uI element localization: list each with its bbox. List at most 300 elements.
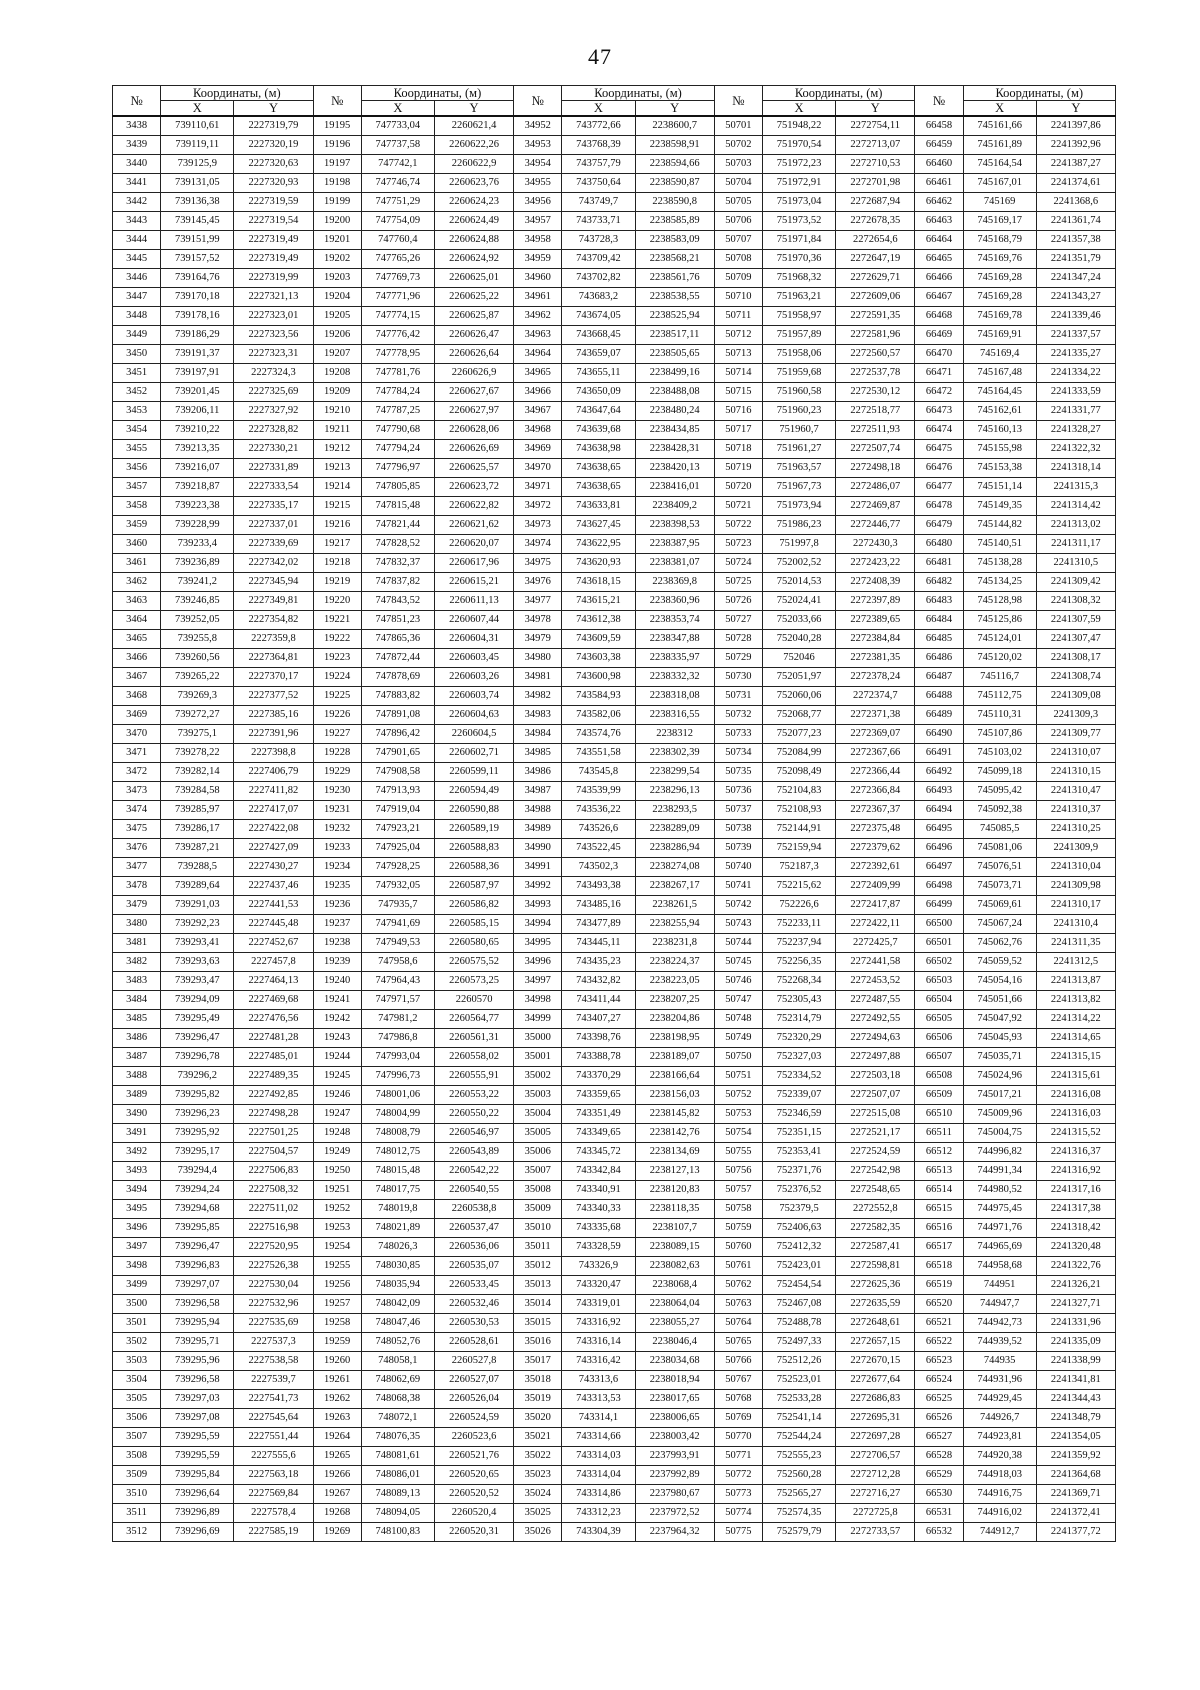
x-coordinate-cell: 745149,35 (963, 497, 1036, 516)
x-coordinate-cell: 739293,47 (161, 972, 234, 991)
x-coordinate-cell: 739296,69 (161, 1523, 234, 1542)
point-number-cell: 50759 (714, 1219, 762, 1238)
x-coordinate-cell: 748021,89 (361, 1219, 434, 1238)
table-row (113, 1124, 1116, 1143)
point-number-cell: 66482 (915, 573, 963, 592)
y-coordinate-cell: 2237964,32 (635, 1523, 714, 1542)
y-coordinate-cell: 2260527,07 (434, 1371, 513, 1390)
point-number-cell: 19269 (313, 1523, 361, 1542)
y-coordinate-cell: 2260555,91 (434, 1067, 513, 1086)
table-row (113, 193, 1116, 212)
x-coordinate-cell: 743445,11 (562, 934, 635, 953)
y-coordinate-cell: 2260617,96 (434, 554, 513, 573)
y-coordinate-cell: 2227328,82 (234, 421, 313, 440)
point-number-cell: 66497 (915, 858, 963, 877)
point-number-cell: 3505 (113, 1390, 161, 1409)
y-coordinate-cell: 2227398,8 (234, 744, 313, 763)
point-number-cell: 66513 (915, 1162, 963, 1181)
x-coordinate-cell: 745120,02 (963, 649, 1036, 668)
point-number-cell: 19261 (313, 1371, 361, 1390)
x-coordinate-cell: 747746,74 (361, 174, 434, 193)
y-coordinate-cell: 2238335,97 (635, 649, 714, 668)
x-coordinate-cell: 743359,65 (562, 1086, 635, 1105)
point-number-cell: 34998 (514, 991, 562, 1010)
y-coordinate-cell: 2227452,67 (234, 934, 313, 953)
y-coordinate-cell: 2227359,8 (234, 630, 313, 649)
point-number-cell: 66488 (915, 687, 963, 706)
x-coordinate-cell: 752334,52 (762, 1067, 835, 1086)
y-coordinate-cell: 2238006,65 (635, 1409, 714, 1428)
point-number-cell: 66461 (915, 174, 963, 193)
y-coordinate-cell: 2260621,62 (434, 516, 513, 535)
point-number-cell: 35006 (514, 1143, 562, 1162)
x-coordinate-cell: 739296,58 (161, 1371, 234, 1390)
x-coordinate-cell: 743314,03 (562, 1447, 635, 1466)
x-coordinate-cell: 747742,1 (361, 155, 434, 174)
y-coordinate-cell: 2227411,82 (234, 782, 313, 801)
x-coordinate-cell: 744935 (963, 1352, 1036, 1371)
y-coordinate-cell: 2238068,4 (635, 1276, 714, 1295)
y-coordinate-cell: 2238261,5 (635, 896, 714, 915)
y-coordinate-cell: 2241308,32 (1036, 592, 1115, 611)
x-coordinate-cell: 739293,41 (161, 934, 234, 953)
y-coordinate-cell: 2260626,64 (434, 345, 513, 364)
table-row (113, 1048, 1116, 1067)
point-number-cell: 19213 (313, 459, 361, 478)
y-coordinate-cell: 2272629,71 (836, 269, 915, 288)
point-number-cell: 35022 (514, 1447, 562, 1466)
point-number-cell: 66508 (915, 1067, 963, 1086)
x-coordinate-cell: 747996,73 (361, 1067, 434, 1086)
point-number-cell: 50710 (714, 288, 762, 307)
point-number-cell: 19246 (313, 1086, 361, 1105)
y-coordinate-cell: 2227520,95 (234, 1238, 313, 1257)
y-coordinate-cell: 2238267,17 (635, 877, 714, 896)
y-coordinate-cell: 2272498,18 (836, 459, 915, 478)
point-number-cell: 34981 (514, 668, 562, 687)
x-coordinate-cell: 745134,25 (963, 573, 1036, 592)
table-row (113, 1219, 1116, 1238)
x-coordinate-cell: 745169,28 (963, 288, 1036, 307)
table-row (113, 611, 1116, 630)
point-number-cell: 34977 (514, 592, 562, 611)
point-number-cell: 3489 (113, 1086, 161, 1105)
y-coordinate-cell: 2260603,74 (434, 687, 513, 706)
table-row (113, 1295, 1116, 1314)
y-coordinate-cell: 2238089,15 (635, 1238, 714, 1257)
point-number-cell: 50730 (714, 668, 762, 687)
x-coordinate-cell: 739252,05 (161, 611, 234, 630)
point-number-cell: 34983 (514, 706, 562, 725)
y-coordinate-cell: 2260602,71 (434, 744, 513, 763)
point-number-cell: 19224 (313, 668, 361, 687)
y-coordinate-cell: 2238034,68 (635, 1352, 714, 1371)
table-row (113, 174, 1116, 193)
point-number-cell: 66495 (915, 820, 963, 839)
coordinates-column-header: Координаты, (м) (762, 86, 914, 101)
coordinates-column-header: Координаты, (м) (161, 86, 313, 101)
point-number-cell: 35009 (514, 1200, 562, 1219)
y-coordinate-cell: 2238505,65 (635, 345, 714, 364)
x-coordinate-cell: 752256,35 (762, 953, 835, 972)
point-number-cell: 3453 (113, 402, 161, 421)
x-coordinate-cell: 751960,7 (762, 421, 835, 440)
x-coordinate-cell: 745138,28 (963, 554, 1036, 573)
x-coordinate-cell: 743750,64 (562, 174, 635, 193)
x-coordinate-cell: 739296,23 (161, 1105, 234, 1124)
x-coordinate-cell: 747751,29 (361, 193, 434, 212)
y-coordinate-cell: 2238316,55 (635, 706, 714, 725)
point-number-cell: 50738 (714, 820, 762, 839)
point-number-cell: 50702 (714, 136, 762, 155)
y-coordinate-cell: 2272497,88 (836, 1048, 915, 1067)
point-number-cell: 19232 (313, 820, 361, 839)
x-coordinate-cell: 752523,01 (762, 1371, 835, 1390)
point-number-cell: 66527 (915, 1428, 963, 1447)
x-coordinate-cell: 752002,52 (762, 554, 835, 573)
point-number-cell: 66511 (915, 1124, 963, 1143)
point-number-cell: 19248 (313, 1124, 361, 1143)
y-coordinate-cell: 2272430,3 (836, 535, 915, 554)
point-number-cell: 66525 (915, 1390, 963, 1409)
y-coordinate-cell: 2241392,96 (1036, 136, 1115, 155)
x-coordinate-cell: 745153,38 (963, 459, 1036, 478)
y-coordinate-cell: 2260625,01 (434, 269, 513, 288)
table-row (113, 383, 1116, 402)
x-coordinate-cell: 743388,78 (562, 1048, 635, 1067)
point-number-cell: 34961 (514, 288, 562, 307)
y-coordinate-cell: 2272389,65 (836, 611, 915, 630)
x-coordinate-cell: 743316,42 (562, 1352, 635, 1371)
x-coordinate-cell: 743536,22 (562, 801, 635, 820)
x-coordinate-cell: 747908,58 (361, 763, 434, 782)
y-coordinate-cell: 2260621,4 (434, 116, 513, 136)
point-number-cell: 66459 (915, 136, 963, 155)
point-number-cell: 50746 (714, 972, 762, 991)
point-number-cell: 19197 (313, 155, 361, 174)
x-coordinate-cell: 739210,22 (161, 421, 234, 440)
point-number-cell: 35000 (514, 1029, 562, 1048)
point-number-cell: 3471 (113, 744, 161, 763)
point-number-cell: 66475 (915, 440, 963, 459)
x-coordinate-cell: 739295,84 (161, 1466, 234, 1485)
x-coordinate-cell: 744951 (963, 1276, 1036, 1295)
x-coordinate-cell: 752512,26 (762, 1352, 835, 1371)
x-coordinate-cell: 751986,23 (762, 516, 835, 535)
x-coordinate-cell: 743728,3 (562, 231, 635, 250)
y-coordinate-cell: 2237992,89 (635, 1466, 714, 1485)
x-coordinate-cell: 744916,02 (963, 1504, 1036, 1523)
point-number-cell: 66530 (915, 1485, 963, 1504)
point-number-cell: 3486 (113, 1029, 161, 1048)
x-coordinate-cell: 752533,28 (762, 1390, 835, 1409)
x-coordinate-cell: 745164,45 (963, 383, 1036, 402)
table-row (113, 896, 1116, 915)
point-number-cell: 66490 (915, 725, 963, 744)
y-coordinate-cell: 2260540,55 (434, 1181, 513, 1200)
x-coordinate-cell: 748030,85 (361, 1257, 434, 1276)
point-number-cell: 3456 (113, 459, 161, 478)
point-number-cell: 19200 (313, 212, 361, 231)
point-number-cell: 19201 (313, 231, 361, 250)
x-coordinate-cell: 743340,33 (562, 1200, 635, 1219)
x-coordinate-cell: 747832,37 (361, 554, 434, 573)
point-number-cell: 35002 (514, 1067, 562, 1086)
y-coordinate-cell: 2238561,76 (635, 269, 714, 288)
x-coordinate-cell: 752226,6 (762, 896, 835, 915)
point-number-cell: 50736 (714, 782, 762, 801)
table-row (113, 1010, 1116, 1029)
point-number-cell: 34954 (514, 155, 562, 174)
table-row (113, 440, 1116, 459)
point-number-cell: 3506 (113, 1409, 161, 1428)
y-coordinate-cell: 2260527,8 (434, 1352, 513, 1371)
y-coordinate-cell: 2227320,93 (234, 174, 313, 193)
x-coordinate-cell: 744942,73 (963, 1314, 1036, 1333)
x-coordinate-cell: 743683,2 (562, 288, 635, 307)
point-number-cell: 66507 (915, 1048, 963, 1067)
table-row (113, 1409, 1116, 1428)
point-number-cell: 19230 (313, 782, 361, 801)
x-coordinate-cell: 743349,65 (562, 1124, 635, 1143)
x-coordinate-cell: 752412,32 (762, 1238, 835, 1257)
x-coordinate-cell: 745045,93 (963, 1029, 1036, 1048)
point-number-cell: 19259 (313, 1333, 361, 1352)
point-number-cell: 66501 (915, 934, 963, 953)
x-coordinate-cell: 752108,93 (762, 801, 835, 820)
x-coordinate-cell: 739297,03 (161, 1390, 234, 1409)
point-number-cell: 3465 (113, 630, 161, 649)
point-number-cell: 35015 (514, 1314, 562, 1333)
x-coordinate-cell: 745107,86 (963, 725, 1036, 744)
point-number-cell: 66487 (915, 668, 963, 687)
point-number-cell: 3444 (113, 231, 161, 250)
point-number-cell: 3495 (113, 1200, 161, 1219)
point-number-cell: 19256 (313, 1276, 361, 1295)
x-coordinate-cell: 739297,08 (161, 1409, 234, 1428)
x-coordinate-cell: 751973,52 (762, 212, 835, 231)
point-number-cell: 50761 (714, 1257, 762, 1276)
table-row (113, 1390, 1116, 1409)
y-coordinate-cell: 2238223,05 (635, 972, 714, 991)
y-coordinate-cell: 2241315,3 (1036, 478, 1115, 497)
point-number-cell: 3464 (113, 611, 161, 630)
point-number-cell: 3507 (113, 1428, 161, 1447)
coordinates-column-header: Координаты, (м) (361, 86, 513, 101)
y-coordinate-cell: 2227545,64 (234, 1409, 313, 1428)
y-column-header: Y (434, 101, 513, 117)
point-number-cell: 3492 (113, 1143, 161, 1162)
y-coordinate-cell: 2238274,08 (635, 858, 714, 877)
point-number-cell: 35013 (514, 1276, 562, 1295)
y-coordinate-cell: 2272503,18 (836, 1067, 915, 1086)
x-coordinate-cell: 739233,4 (161, 535, 234, 554)
x-coordinate-cell: 743627,45 (562, 516, 635, 535)
x-coordinate-cell: 739295,82 (161, 1086, 234, 1105)
point-number-cell: 3500 (113, 1295, 161, 1314)
point-number-cell: 19234 (313, 858, 361, 877)
x-coordinate-cell: 747891,08 (361, 706, 434, 725)
point-number-cell: 50724 (714, 554, 762, 573)
y-coordinate-cell: 2241359,92 (1036, 1447, 1115, 1466)
x-coordinate-cell: 747928,25 (361, 858, 434, 877)
x-coordinate-cell: 744975,45 (963, 1200, 1036, 1219)
y-coordinate-cell: 2227530,04 (234, 1276, 313, 1295)
x-coordinate-cell: 752098,49 (762, 763, 835, 782)
x-coordinate-cell: 743304,39 (562, 1523, 635, 1542)
point-number-cell: 3498 (113, 1257, 161, 1276)
point-number-cell: 50732 (714, 706, 762, 725)
x-coordinate-cell: 752215,62 (762, 877, 835, 896)
x-coordinate-cell: 745164,54 (963, 155, 1036, 174)
table-row (113, 649, 1116, 668)
x-coordinate-cell: 747949,53 (361, 934, 434, 953)
point-number-cell: 50733 (714, 725, 762, 744)
point-number-cell: 50745 (714, 953, 762, 972)
x-coordinate-cell: 747733,04 (361, 116, 434, 136)
point-number-cell: 34997 (514, 972, 562, 991)
y-coordinate-cell: 2227501,25 (234, 1124, 313, 1143)
y-coordinate-cell: 2260543,89 (434, 1143, 513, 1162)
point-number-cell: 50735 (714, 763, 762, 782)
point-number-cell: 34969 (514, 440, 562, 459)
y-coordinate-cell: 2260520,65 (434, 1466, 513, 1485)
point-number-cell: 50712 (714, 326, 762, 345)
x-coordinate-cell: 739157,52 (161, 250, 234, 269)
x-coordinate-cell: 745076,51 (963, 858, 1036, 877)
x-coordinate-cell: 745085,5 (963, 820, 1036, 839)
point-number-cell: 34979 (514, 630, 562, 649)
x-coordinate-cell: 752579,79 (762, 1523, 835, 1542)
x-coordinate-cell: 739236,89 (161, 554, 234, 573)
point-number-cell: 34957 (514, 212, 562, 231)
point-number-cell: 3467 (113, 668, 161, 687)
x-coordinate-cell: 739295,59 (161, 1447, 234, 1466)
point-number-cell: 34966 (514, 383, 562, 402)
table-row (113, 1314, 1116, 1333)
x-coordinate-cell: 739295,17 (161, 1143, 234, 1162)
point-number-cell: 66498 (915, 877, 963, 896)
point-number-cell: 50731 (714, 687, 762, 706)
point-number-cell: 50749 (714, 1029, 762, 1048)
point-number-cell: 34973 (514, 516, 562, 535)
table-row (113, 497, 1116, 516)
point-number-cell: 3476 (113, 839, 161, 858)
table-row (113, 1504, 1116, 1523)
point-number-cell: 34965 (514, 364, 562, 383)
point-number-cell: 50775 (714, 1523, 762, 1542)
y-coordinate-cell: 2260625,87 (434, 307, 513, 326)
y-coordinate-cell: 2238360,96 (635, 592, 714, 611)
point-number-cell: 50765 (714, 1333, 762, 1352)
point-number-cell: 3490 (113, 1105, 161, 1124)
point-number-cell: 66503 (915, 972, 963, 991)
point-number-cell: 34984 (514, 725, 562, 744)
x-coordinate-cell: 743407,27 (562, 1010, 635, 1029)
y-coordinate-cell: 2260611,13 (434, 592, 513, 611)
y-coordinate-cell: 2260526,04 (434, 1390, 513, 1409)
x-coordinate-cell: 745167,01 (963, 174, 1036, 193)
coordinates-column-header: Координаты, (м) (963, 86, 1115, 101)
y-coordinate-cell: 2241348,79 (1036, 1409, 1115, 1428)
point-number-cell: 50709 (714, 269, 762, 288)
point-number-cell: 35014 (514, 1295, 562, 1314)
x-coordinate-cell: 743749,7 (562, 193, 635, 212)
point-number-cell: 66464 (915, 231, 963, 250)
x-coordinate-cell: 752339,07 (762, 1086, 835, 1105)
x-coordinate-cell: 745004,75 (963, 1124, 1036, 1143)
x-coordinate-cell: 743612,38 (562, 611, 635, 630)
x-coordinate-cell: 751963,57 (762, 459, 835, 478)
x-coordinate-cell: 748058,1 (361, 1352, 434, 1371)
y-coordinate-cell: 2237980,67 (635, 1485, 714, 1504)
y-coordinate-cell: 2272670,15 (836, 1352, 915, 1371)
x-coordinate-cell: 743768,39 (562, 136, 635, 155)
point-number-cell: 66465 (915, 250, 963, 269)
point-number-cell: 66520 (915, 1295, 963, 1314)
table-row (113, 535, 1116, 554)
y-coordinate-cell: 2260627,97 (434, 402, 513, 421)
point-number-cell: 35010 (514, 1219, 562, 1238)
point-number-cell: 66516 (915, 1219, 963, 1238)
point-number-cell: 34967 (514, 402, 562, 421)
point-number-cell: 66522 (915, 1333, 963, 1352)
point-number-cell: 66521 (915, 1314, 963, 1333)
y-coordinate-cell: 2260570 (434, 991, 513, 1010)
y-coordinate-cell: 2260546,97 (434, 1124, 513, 1143)
table-row (113, 421, 1116, 440)
x-coordinate-cell: 748100,83 (361, 1523, 434, 1542)
point-number-cell: 50774 (714, 1504, 762, 1523)
y-coordinate-cell: 2241318,14 (1036, 459, 1115, 478)
x-coordinate-cell: 747941,69 (361, 915, 434, 934)
y-coordinate-cell: 2241309,42 (1036, 573, 1115, 592)
x-coordinate-cell: 745155,98 (963, 440, 1036, 459)
x-coordinate-cell: 743319,01 (562, 1295, 635, 1314)
x-coordinate-cell: 745169,78 (963, 307, 1036, 326)
y-column-header: Y (1036, 101, 1115, 117)
y-coordinate-cell: 2260520,4 (434, 1504, 513, 1523)
y-coordinate-cell: 2227364,81 (234, 649, 313, 668)
y-coordinate-cell: 2272487,55 (836, 991, 915, 1010)
point-number-cell: 50728 (714, 630, 762, 649)
y-coordinate-cell: 2227320,19 (234, 136, 313, 155)
x-coordinate-cell: 743326,9 (562, 1257, 635, 1276)
y-coordinate-cell: 2272417,87 (836, 896, 915, 915)
x-coordinate-cell: 745128,98 (963, 592, 1036, 611)
x-coordinate-cell: 739282,14 (161, 763, 234, 782)
x-coordinate-cell: 745140,51 (963, 535, 1036, 554)
y-coordinate-cell: 2227551,44 (234, 1428, 313, 1447)
point-number-cell: 19258 (313, 1314, 361, 1333)
y-coordinate-cell: 2260622,9 (434, 155, 513, 174)
y-coordinate-cell: 2260580,65 (434, 934, 513, 953)
y-coordinate-cell: 2272367,37 (836, 801, 915, 820)
x-coordinate-cell: 748094,05 (361, 1504, 434, 1523)
point-number-cell: 50706 (714, 212, 762, 231)
table-row (113, 212, 1116, 231)
y-coordinate-cell: 2241354,05 (1036, 1428, 1115, 1447)
y-coordinate-cell: 2272701,98 (836, 174, 915, 193)
point-number-cell: 35025 (514, 1504, 562, 1523)
point-number-cell: 19262 (313, 1390, 361, 1409)
y-coordinate-cell: 2272409,99 (836, 877, 915, 896)
y-coordinate-cell: 2227319,49 (234, 250, 313, 269)
table-row (113, 1143, 1116, 1162)
x-coordinate-cell: 748019,8 (361, 1200, 434, 1219)
x-coordinate-cell: 748008,79 (361, 1124, 434, 1143)
point-number-cell: 66493 (915, 782, 963, 801)
